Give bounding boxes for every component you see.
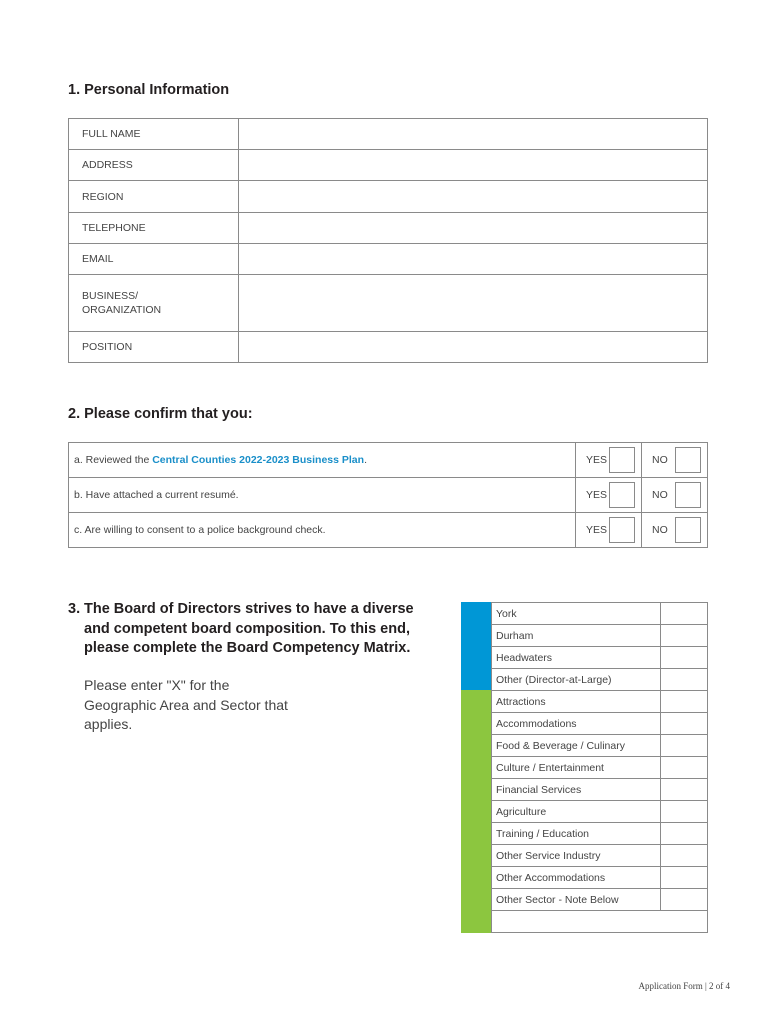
sector-row [492, 867, 708, 889]
field-input[interactable] [239, 275, 707, 331]
no-label: NO [652, 489, 668, 501]
section-3-heading-line: The Board of Directors strives to have a diverse [84, 601, 414, 617]
matrix-mark-cell[interactable] [661, 647, 708, 669]
matrix-mark-cell[interactable] [661, 757, 708, 779]
confirm-question: c. Are willing to consent to a police background check. [69, 513, 576, 548]
geographic-area-bar [461, 602, 492, 690]
no-label: NO [652, 524, 668, 536]
confirm-row-resume [69, 478, 708, 513]
field-label: EMAIL [69, 243, 239, 274]
sector-row [492, 757, 708, 779]
field-input[interactable] [239, 119, 707, 149]
personal-info-row [69, 212, 708, 243]
section-3-heading-line: please complete the Board Competency Matrix. [84, 640, 411, 656]
yes-checkbox[interactable] [609, 447, 635, 473]
field-input-cell [239, 275, 708, 332]
matrix-label: Training / Education [492, 823, 661, 845]
matrix-label: Financial Services [492, 779, 661, 801]
field-label: ADDRESS [69, 150, 239, 181]
matrix-mark-cell[interactable] [661, 889, 708, 911]
personal-info-row [69, 331, 708, 362]
question-text: a. Reviewed the [74, 454, 153, 466]
no-label: NO [652, 454, 668, 466]
matrix-mark-cell[interactable] [661, 867, 708, 889]
sector-row [492, 845, 708, 867]
no-checkbox[interactable] [675, 447, 701, 473]
confirm-question: b. Have attached a current resumé. [69, 478, 576, 513]
confirm-row-background-check [69, 513, 708, 548]
no-checkbox[interactable] [675, 517, 701, 543]
matrix-label: Attractions [492, 691, 661, 713]
sector-row [492, 735, 708, 757]
page-footer: Application Form | 2 of 4 [638, 981, 730, 991]
business-plan-link[interactable]: Central Counties 2022-2023 Business Plan [152, 454, 365, 466]
confirm-row-business-plan [69, 443, 708, 478]
field-input[interactable] [239, 213, 707, 243]
no-option [642, 478, 708, 513]
matrix-mark-cell[interactable] [661, 735, 708, 757]
section-3-heading-line: and competent board composition. To this end, [84, 620, 410, 637]
matrix-label: Food & Beverage / Culinary [492, 735, 661, 757]
sector-row [492, 889, 708, 911]
matrix-label: Other (Director-at-Large) [492, 669, 661, 691]
competency-matrix [491, 602, 708, 933]
sector-note-field[interactable] [492, 911, 708, 933]
section-3-heading [68, 600, 428, 659]
field-input[interactable] [239, 332, 707, 362]
field-label: POSITION [69, 331, 239, 362]
yes-label: YES [586, 454, 608, 466]
sector-note-row [492, 911, 708, 933]
geographic-row [492, 603, 708, 625]
field-label: FULL NAME [69, 119, 239, 150]
matrix-label: Other Sector - Note Below [492, 889, 661, 911]
personal-info-table [68, 118, 708, 363]
field-label: REGION [69, 181, 239, 212]
section-1-heading: 1. Personal Information [68, 82, 230, 98]
field-input-cell [239, 119, 708, 150]
geographic-row [492, 647, 708, 669]
matrix-label: Other Accommodations [492, 867, 661, 889]
matrix-instructions: Please enter "X" for the Geographic Area and Sector that applies. [84, 677, 288, 732]
question-suffix: . [364, 454, 367, 466]
matrix-label: Durham [492, 625, 661, 647]
confirm-table [68, 442, 708, 548]
sector-row [492, 779, 708, 801]
no-checkbox[interactable] [675, 482, 701, 508]
matrix-label: Other Service Industry [492, 845, 661, 867]
field-input-cell [239, 181, 708, 212]
yes-label: YES [586, 489, 608, 501]
yes-label: YES [586, 524, 608, 536]
geographic-row [492, 625, 708, 647]
sector-bar [461, 690, 492, 933]
personal-info-row [69, 150, 708, 181]
matrix-label: Agriculture [492, 801, 661, 823]
sector-row [492, 823, 708, 845]
sector-row [492, 713, 708, 735]
yes-option [576, 443, 642, 478]
matrix-mark-cell[interactable] [661, 823, 708, 845]
field-label: TELEPHONE [69, 212, 239, 243]
personal-info-row [69, 243, 708, 274]
matrix-mark-cell[interactable] [661, 625, 708, 647]
field-input[interactable] [239, 150, 707, 180]
matrix-mark-cell[interactable] [661, 691, 708, 713]
sector-row [492, 801, 708, 823]
section-3-number: 3. [68, 601, 81, 617]
matrix-mark-cell[interactable] [661, 801, 708, 823]
field-input[interactable] [239, 181, 707, 211]
geographic-row [492, 669, 708, 691]
matrix-mark-cell[interactable] [661, 669, 708, 691]
field-input-cell [239, 212, 708, 243]
field-input[interactable] [239, 244, 707, 274]
matrix-mark-cell[interactable] [661, 603, 708, 625]
no-option [642, 443, 708, 478]
matrix-mark-cell[interactable] [661, 713, 708, 735]
field-label: BUSINESS/ ORGANIZATION [69, 275, 239, 332]
personal-info-row [69, 119, 708, 150]
yes-option [576, 513, 642, 548]
yes-checkbox[interactable] [609, 482, 635, 508]
no-option [642, 513, 708, 548]
field-input-cell [239, 243, 708, 274]
matrix-mark-cell[interactable] [661, 845, 708, 867]
matrix-mark-cell[interactable] [661, 779, 708, 801]
section-2-heading: 2. Please confirm that you: [68, 406, 253, 422]
field-input-cell [239, 150, 708, 181]
matrix-label: Headwaters [492, 647, 661, 669]
yes-checkbox[interactable] [609, 517, 635, 543]
matrix-label: York [492, 603, 661, 625]
personal-info-row [69, 275, 708, 332]
field-input-cell [239, 331, 708, 362]
yes-option [576, 478, 642, 513]
sector-row [492, 691, 708, 713]
confirm-question [69, 443, 576, 478]
personal-info-row [69, 181, 708, 212]
matrix-label: Accommodations [492, 713, 661, 735]
matrix-label: Culture / Entertainment [492, 757, 661, 779]
